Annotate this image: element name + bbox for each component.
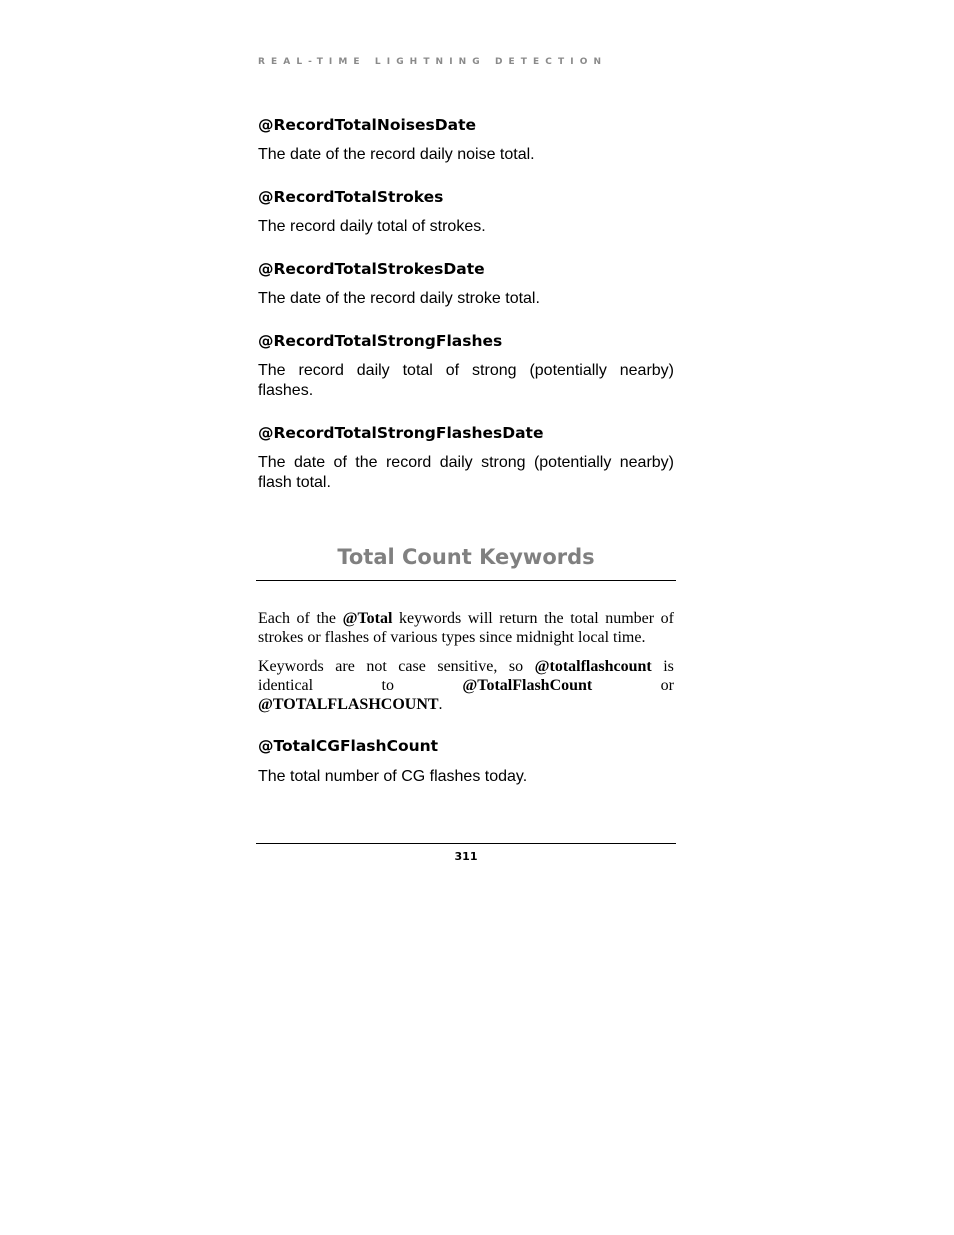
section-divider xyxy=(256,580,676,581)
total-keyword: @Total xyxy=(342,610,393,627)
section-title: Total Count Keywords xyxy=(337,545,595,569)
keyword-mixedcase: @TotalFlashCount xyxy=(462,677,593,694)
page-number: 311 xyxy=(454,850,478,863)
keyword-title: @RecordTotalNoisesDate xyxy=(258,116,477,134)
keyword-description: The date of the record daily stroke total. xyxy=(258,290,540,307)
keyword-uppercase: @TOTALFLASHCOUNT xyxy=(258,696,439,713)
keyword-lowercase: @totalflashcount xyxy=(534,658,652,675)
keyword-title: @RecordTotalStrokes xyxy=(258,188,444,206)
keyword-description: The date of the record daily strong (potentially nearby) flash total. xyxy=(258,454,674,491)
footer-divider xyxy=(256,843,676,844)
keyword-description: The record daily total of strokes. xyxy=(258,218,486,235)
running-header: REAL-TIME LIGHTNING DETECTION xyxy=(258,57,608,67)
case-sensitivity-paragraph: Keywords are not case sensitive, so @totalflashcount is identical to @TotalFlashCount or @TOTALFLASHCOUNT. xyxy=(258,658,674,713)
keyword-description: The date of the record daily noise total. xyxy=(258,146,535,163)
keyword-title: @RecordTotalStrongFlashesDate xyxy=(258,424,544,442)
keyword-title: @RecordTotalStrongFlashes xyxy=(258,332,503,350)
keyword-description: The total number of CG flashes today. xyxy=(258,768,528,785)
keyword-description: The record daily total of strong (potentially nearby) flashes. xyxy=(258,362,674,399)
keyword-title: @TotalCGFlashCount xyxy=(258,737,439,755)
keyword-title: @RecordTotalStrokesDate xyxy=(258,260,485,278)
intro-paragraph: Each of the @Total keywords will return the total number of strokes or flashes of various types since midnight local time. xyxy=(258,610,674,646)
